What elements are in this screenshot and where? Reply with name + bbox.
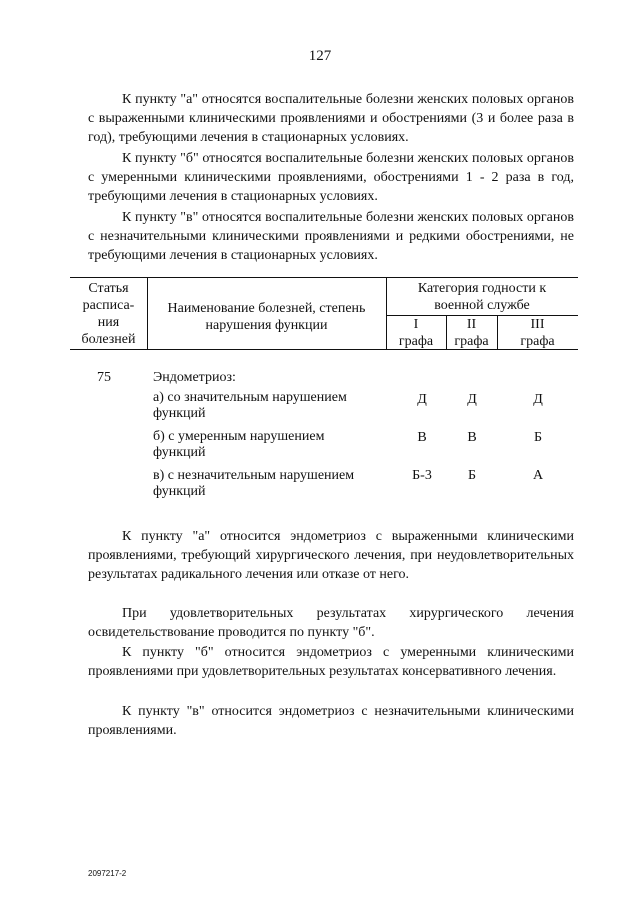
grade-b-graph3: Б <box>533 430 543 445</box>
intro-paragraph-a: К пункту "а" относятся воспалительные болезни женских половых органов с выраженными клиническими проявлениями и обострениями (3 и более раза в год), требующими лечения в стационарных условиях. <box>88 92 574 145</box>
grade-a-graph3: Д <box>533 392 543 407</box>
intro-paragraph-b: К пункту "б" относятся воспалительные болезни женских половых органов с умеренными клиническими проявлениями, обострениями 1 - 2 раза в год, требующими лечения в стационарных условиях. <box>88 151 574 204</box>
page-number: 127 <box>308 48 332 64</box>
grade-a-graph1: Д <box>417 392 427 407</box>
note-paragraph-v: К пункту "в" относится эндометриоз с незначительными клиническими проявлениями. <box>88 704 574 738</box>
grade-a-graph2: Д <box>467 392 477 407</box>
note-paragraph-a: К пункту "а" относится эндометриоз с выраженными клиническими проявлениями, требующий хирургического лечения, при неудовлетворительных результатах радикального лечения или отказе от него. <box>88 529 574 582</box>
header-graph-3: III графа <box>520 317 555 349</box>
grade-v-graph1: Б-3 <box>412 468 432 483</box>
article-item-b: б) с умеренным нарушением функций <box>153 429 325 460</box>
grade-v-graph3: А <box>532 468 544 483</box>
header-graph-1: I графа <box>398 317 434 349</box>
article-title: Эндометриоз: <box>153 370 236 385</box>
header-graph-2: II графа <box>454 317 489 349</box>
note-paragraph-surgery: При удовлетворительных результатах хирургического лечения освидетельствование проводится по пункту "б". <box>88 606 574 640</box>
intro-paragraph-v: К пункту "в" относятся воспалительные болезни женских половых органов с незначительными клиническими проявлениями и редкими обострениями, не требующими лечения в стационарных условиях. <box>88 210 574 263</box>
header-category-group: Категория годности к военной службе <box>417 281 547 313</box>
footer-code: 2097217-2 <box>88 869 127 878</box>
article-number: 75 <box>97 370 111 385</box>
note-paragraph-b: К пункту "б" относится эндометриоз с умеренными клиническими проявлениями при удовлетворительных результатах консервативного лечения. <box>88 645 574 679</box>
header-disease-name-column: Наименование болезней, степень нарушения функции <box>167 301 366 333</box>
grade-v-graph2: Б <box>467 468 477 483</box>
article-item-a: а) со значительным нарушением функций <box>153 390 347 421</box>
grade-b-graph1: В <box>417 430 427 445</box>
grade-b-graph2: В <box>467 430 477 445</box>
article-item-v: в) с незначительным нарушением функций <box>153 468 355 499</box>
header-article-column: Статья расписа- ния болезней <box>81 281 136 347</box>
